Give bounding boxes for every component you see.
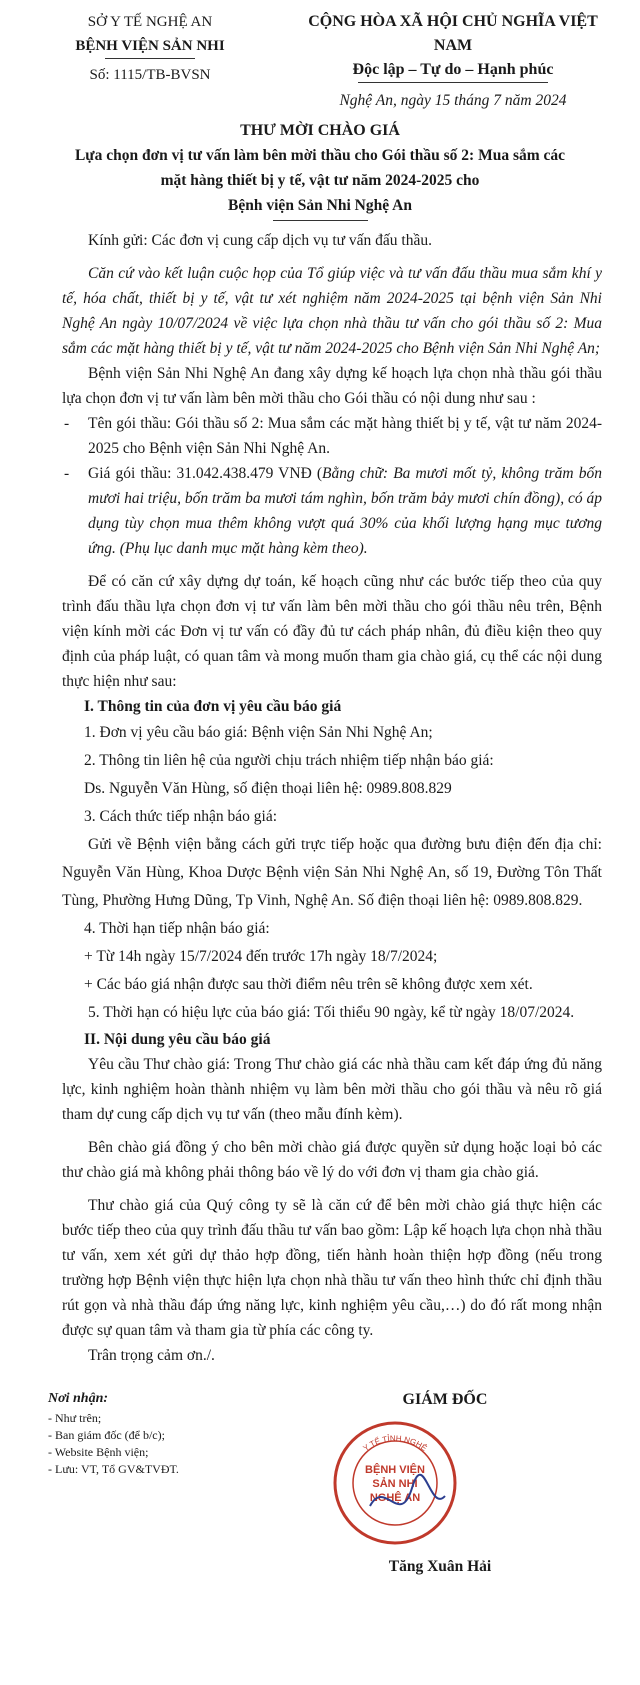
basis-paragraph: Căn cứ vào kết luận cuộc họp của Tổ giúp việc và tư vấn đấu thầu mua sắm khí y tế, hóa chất, thiết bị y tế, vật tư xét nghiệm năm 2024-2025 tại bệnh viện Sản Nhi Nghệ An ngày 10/07/2024 về việc lựa chọn nhà thầu tư vấn cho gói thầu số 2: Mua sắm các mặt hàng thiết bị y tế, vật tư năm 2024-2025 cho Bệnh viện Sản Nhi Nghệ An; bbox=[62, 265, 602, 357]
stamp-ring-text: Y TẾ TỈNH NGHỆ bbox=[361, 1433, 429, 1453]
hospital-name: BỆNH VIỆN SẢN NHI bbox=[75, 38, 225, 54]
contact-line: Ds. Nguyễn Văn Hùng, số điện thoại liên hệ: 0989.808.829 bbox=[84, 780, 452, 797]
item-3: 3. Cách thức tiếp nhận báo giá: bbox=[84, 808, 278, 825]
official-stamp bbox=[330, 1418, 460, 1548]
bullet-dash: - bbox=[64, 415, 70, 432]
recipient-item: - Như trên; bbox=[48, 1411, 102, 1425]
motto-underline bbox=[358, 82, 548, 83]
send-paragraph: Gửi về Bệnh viện bằng cách gửi trực tiếp hoặc qua đường bưu điện đến địa chỉ: Nguyễn Văn Hùng, Khoa Dược Bệnh viện Sản Nhi Nghệ An, số 19, Đường Tôn Thất Tùng, Phường Hưng Dũng, Tp Vinh, Nghệ An. Số điện thoại liên hệ: 0989.808.829. bbox=[62, 836, 602, 909]
item-4: 4. Thời hạn tiếp nhận báo giá: bbox=[84, 920, 270, 937]
bullet-price-lead: Giá gói thầu: 31.042.438.479 VNĐ ( bbox=[88, 465, 323, 482]
date-line: Nghệ An, ngày 15 tháng 7 năm 2024 bbox=[339, 92, 567, 109]
item-5: 5. Thời hạn có hiệu lực của báo giá: Tối thiểu 90 ngày, kể từ ngày 18/07/2024. bbox=[88, 1004, 575, 1021]
item-1: 1. Đơn vị yêu cầu báo giá: Bệnh viện Sản Nhi Nghệ An; bbox=[84, 724, 433, 741]
bullet-dash: - bbox=[64, 465, 70, 482]
title-line-1: Lựa chọn đơn vị tư vấn làm bên mời thầu cho Gói thầu số 2: Mua sắm các bbox=[74, 147, 566, 164]
bullet-price-words: Bằng chữ: Ba mươi mốt tỷ, không trăm bốn mươi hai triệu, bốn trăm ba mươi tám nghìn, bốn trăm bảy mươi chín đồng), có áp dụng tùy chọn mua thêm không vượt quá 30% của khối lượng hạng mục tương ứng. (Phụ lục danh mục mặt hàng kèm theo). bbox=[88, 465, 602, 557]
time-line-1: + Từ 14h ngày 15/7/2024 đến trước 17h ngày 18/7/2024; bbox=[84, 948, 438, 965]
document-title bbox=[40, 118, 600, 221]
republic-name: CỘNG HÒA XÃ HỘI CHỦ NGHĨA VIỆT NAM bbox=[308, 13, 598, 54]
national-heading bbox=[288, 10, 618, 113]
bullet-package-name bbox=[62, 411, 602, 461]
recipient-item: - Lưu: VT, Tổ GV&TVĐT. bbox=[48, 1462, 179, 1476]
signer-name: Tăng Xuân Hải bbox=[388, 1558, 492, 1575]
title-main: THƯ MỜI CHÀO GIÁ bbox=[240, 122, 400, 139]
greeting: Kính gửi: Các đơn vị cung cấp dịch vụ tư vấn đấu thầu. bbox=[88, 232, 432, 249]
section-1-title: I. Thông tin của đơn vị yêu cầu báo giá bbox=[84, 698, 342, 715]
title-line-3: Bệnh viện Sản Nhi Nghệ An bbox=[228, 197, 412, 214]
issuer-underline bbox=[105, 58, 195, 59]
bullet-package-price bbox=[62, 461, 602, 561]
basis2-paragraph: Thư chào giá của Quý công ty sẽ là căn cứ để bên mời chào giá thực hiện các bước tiếp theo của quy trình đấu thầu tư vấn bao gồm: Lập kế hoạch lựa chọn nhà thầu tư vấn, xem xét gửi dự thảo hợp đồng, tiến hành hoàn thiện hợp đồng (nếu trong trường hợp Bệnh viện thực hiện lựa chọn nhà thầu tư vấn theo hình thức chỉ định thầu rút gọn và nhà thầu đáp ứng năng lực, kinh nghiệm yêu cầu,…) do đó rất mong nhận được sự quan tâm và tham gia từ phía các công ty. bbox=[62, 1197, 602, 1339]
recipients-block bbox=[48, 1388, 288, 1478]
document-body bbox=[62, 228, 602, 1368]
title-underline bbox=[273, 220, 368, 221]
ministry-name: SỞ Y TẾ NGHỆ AN bbox=[87, 14, 213, 30]
recipient-item: - Ban giám đốc (để b/c); bbox=[48, 1428, 165, 1442]
signer-role: GIÁM ĐỐC bbox=[402, 1391, 488, 1408]
stamp-text: SẢN NHI bbox=[372, 1478, 418, 1490]
stamp-text: NGHỆ AN bbox=[369, 1492, 421, 1504]
document-number: Số: 1115/TB-BVSN bbox=[89, 67, 211, 83]
signature-block bbox=[330, 1388, 560, 1412]
issuer-block bbox=[50, 10, 250, 87]
intro-paragraph: Bệnh viện Sản Nhi Nghệ An đang xây dựng kế hoạch lựa chọn nhà thầu gói thầu lựa chọn đơn vị tư vấn làm bên mời thầu cho Gói thầu có nội dung như sau : bbox=[62, 365, 602, 407]
purpose-paragraph: Để có căn cứ xây dựng dự toán, kế hoạch cũng như các bước tiếp theo của quy trình đấu thầu lựa chọn đơn vị tư vấn làm bên mời thầu cho gói thầu nêu trên, Bệnh viện kính mời các Đơn vị tư vấn có đầy đủ tư cách pháp nhân, đủ điều kiện theo quy định của pháp luật, có quan tâm và mong muốn tham gia chào giá, cụ thể các nội dung thực hiện như sau: bbox=[62, 573, 602, 690]
requirement-paragraph: Yêu cầu Thư chào giá: Trong Thư chào giá các nhà thầu cam kết đáp ứng đủ năng lực, kinh nghiệm hoàn thành nhiệm vụ làm bên mời thầu cho gói thầu và nêu rõ giá tham dự cung cấp dịch vụ tư vấn (theo mẫu đính kèm). bbox=[62, 1056, 602, 1123]
stamp-text: BỆNH VIỆN bbox=[365, 1464, 425, 1476]
national-motto: Độc lập – Tự do – Hạnh phúc bbox=[352, 61, 554, 78]
title-line-2: mặt hàng thiết bị y tế, vật tư năm 2024-2025 cho bbox=[160, 172, 480, 189]
time-line-2: + Các báo giá nhận được sau thời điểm nêu trên sẽ không được xem xét. bbox=[84, 976, 533, 993]
rights-paragraph: Bên chào giá đồng ý cho bên mời chào giá được quyền sử dụng hoặc loại bỏ các thư chào giá mà không phải thông báo về lý do với đơn vị tham gia chào giá. bbox=[62, 1139, 602, 1181]
recipient-item: - Website Bệnh viện; bbox=[48, 1445, 149, 1459]
section-2-title: II. Nội dung yêu cầu báo giá bbox=[84, 1031, 271, 1048]
bullet-package-name-text: Tên gói thầu: Gói thầu số 2: Mua sắm các mặt hàng thiết bị y tế, vật tư năm 2024-2025 cho Bệnh viện Sản Nhi Nghệ An. bbox=[88, 415, 602, 457]
thanks-line: Trân trọng cảm ơn./. bbox=[88, 1347, 215, 1364]
recipients-title: Nơi nhận: bbox=[48, 1391, 109, 1406]
item-2: 2. Thông tin liên hệ của người chịu trách nhiệm tiếp nhận báo giá: bbox=[84, 752, 494, 769]
